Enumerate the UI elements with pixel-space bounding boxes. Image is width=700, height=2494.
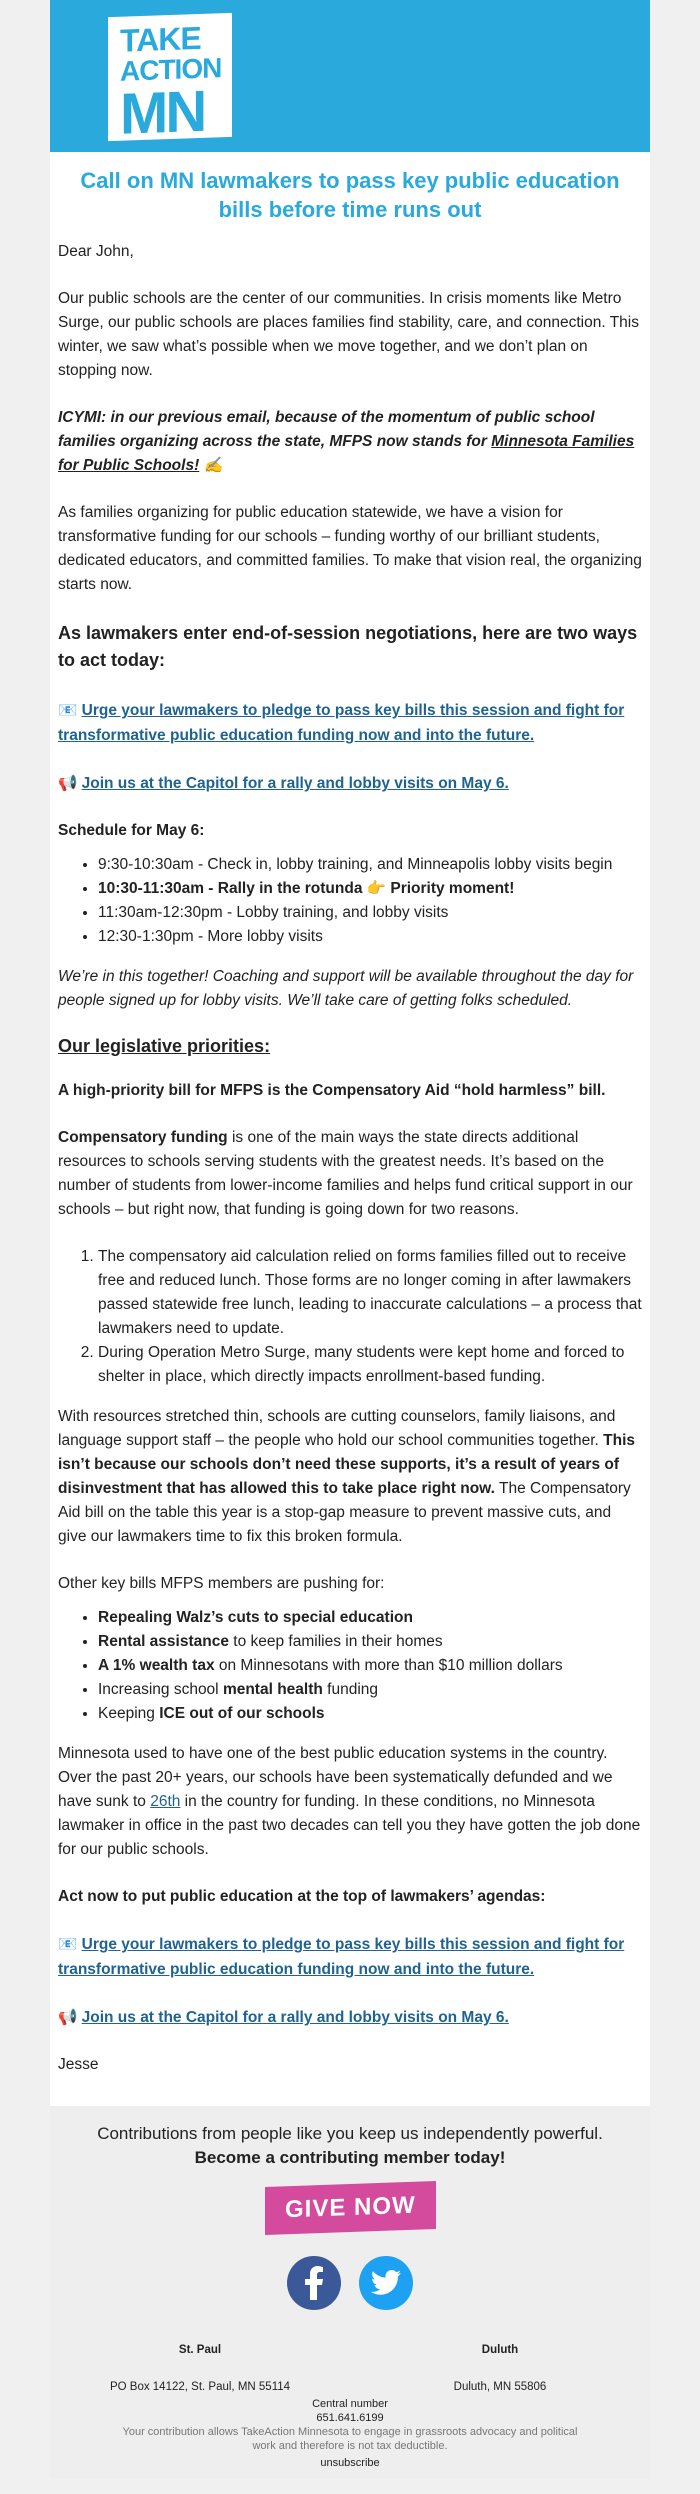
office-city: Duluth xyxy=(481,2344,519,2356)
icymi-text: ICYMI: in our previous email, because of the momentum of public school families organizing across the state, MFPS now stands for xyxy=(58,409,595,450)
central-number-label: Central number xyxy=(312,2398,388,2410)
bill-item xyxy=(98,1678,642,1702)
social-links xyxy=(50,2256,650,2310)
unsubscribe-link[interactable]: unsubscribe xyxy=(320,2457,380,2469)
office-address: PO Box 14122, St. Paul, MN 55114 xyxy=(109,2381,291,2393)
office-duluth xyxy=(370,2344,630,2393)
office-city: St. Paul xyxy=(178,2344,222,2356)
schedule-item: • 9:30-10:30am - Check in, lobby training, and Minneapolis lobby visits begin xyxy=(98,853,642,877)
action-pledge-repeat xyxy=(58,1932,642,1982)
act-now-heading: Act now to put public education at the top of lawmakers’ agendas: xyxy=(58,1888,546,1905)
twitter-icon[interactable] xyxy=(359,2256,413,2310)
pledge-link[interactable]: Urge your lawmakers to pledge to pass key bills this session and fight for transformative public education funding now and into the future. xyxy=(58,702,625,744)
ranking-link[interactable]: 26th xyxy=(150,1793,181,1810)
central-number: 651.641.6199 xyxy=(316,2412,384,2424)
office-st-paul xyxy=(70,2344,330,2393)
takeaction-mn-logo[interactable] xyxy=(108,13,232,147)
hold-harmless-heading: A high-priority bill for MFPS is the Compensatory Aid “hold harmless” bill. xyxy=(58,1082,606,1099)
stretched-text-a: With resources stretched thin, schools are cutting counselors, family liaisons, and language support staff – the people who hold our school communities together. xyxy=(58,1408,616,1449)
writing-hand-icon: ✍️ xyxy=(203,457,223,474)
bill-pre: Increasing school xyxy=(98,1681,223,1698)
schedule-item: • 11:30am-12:30pm - Lobby training, and lobby visits xyxy=(98,901,642,925)
action-rally xyxy=(58,771,642,796)
stretched-paragraph xyxy=(58,1405,642,1549)
bill-bold: ICE out of our schools xyxy=(159,1705,325,1722)
email-header xyxy=(50,0,650,152)
action-pledge xyxy=(58,698,642,748)
email-container xyxy=(50,0,650,2479)
reason-item: 2. During Operation Metro Surge, many students were kept home and forced to shelter in place, which directly impacts enrollment-based funding. xyxy=(98,1341,642,1389)
office-address: Duluth, MN 55806 xyxy=(453,2381,547,2393)
compensatory-text: is one of the main ways the state directs additional resources to schools serving students with the greatest needs. It’s based on the number of students from lower-income families and helps fund critical support in our schools – but right now, that funding is going down for two reasons. xyxy=(58,1129,633,1218)
envelope-icon: 📧 xyxy=(58,1936,78,1953)
email-body xyxy=(50,152,650,2106)
megaphone-icon: 📢 xyxy=(58,775,78,792)
minnesota-text-a: Minnesota used to have one of the best public education systems in the country. Over the past 20+ years, our schools have been systematically defunded and we have sunk to xyxy=(58,1745,613,1810)
bill-post: to keep families in their homes xyxy=(228,1633,443,1650)
email-footer xyxy=(50,2106,650,2479)
intro-paragraph: Our public schools are the center of our communities. In crisis moments like Metro Surge, our public schools are places families find stability, care, and connection. This winter, we saw what’s possible when we move together, and we don’t plan on stopping now. xyxy=(58,290,639,379)
logo-line-1: TAKE xyxy=(120,19,201,59)
schedule-item: • 12:30-1:30pm - More lobby visits xyxy=(98,925,642,949)
stretched-text-c: The Compensatory Aid bill on the table this year is a stop-gap measure to prevent massive cuts, and give our lawmakers time to fix this broken formula. xyxy=(58,1480,631,1545)
bill-item xyxy=(98,1630,642,1654)
bill-post: funding xyxy=(322,1681,379,1698)
bill-pre: Keeping xyxy=(98,1705,160,1722)
reason-item: 1. The compensatory aid calculation relied on forms families filled out to receive free and reduced lunch. Those forms are no longer coming in after lawmakers passed statewide free lunch, leading to inaccurate calculations – a process that lawmakers need to update. xyxy=(98,1245,642,1341)
disclaimer: Your contribution allows TakeAction Minnesota to engage in grassroots advocacy and political work and therefore is not tax deductible. xyxy=(122,2426,578,2452)
logo-line-2: ACTION xyxy=(120,52,222,87)
footer-member-cta: Become a contributing member today! xyxy=(194,2148,506,2167)
office-addresses xyxy=(50,2344,650,2393)
schedule-list xyxy=(58,853,642,949)
email-title: Call on MN lawmakers to pass key public education bills before time runs out xyxy=(80,168,620,222)
stretched-bold: This isn’t because our schools don’t need these supports, it’s a result of years of disinvestment that has allowed this to take place right now. xyxy=(58,1432,636,1497)
pledge-link-repeat[interactable]: Urge your lawmakers to pledge to pass key bills this session and fight for transformative public education funding now and into the future. xyxy=(58,1936,625,1978)
bill-post: on Minnesotans with more than $10 million dollars xyxy=(214,1657,563,1674)
footer-contribution-text: Contributions from people like you keep us independently powerful. xyxy=(97,2124,603,2143)
schedule-item: • 10:30-11:30am - Rally in the rotunda 👉 Priority moment! xyxy=(98,877,642,901)
bill-bold: mental health xyxy=(222,1681,323,1698)
action-rally-repeat xyxy=(58,2005,642,2030)
other-bills-heading: Other key bills MFPS members are pushing for: xyxy=(58,1575,385,1592)
bills-list xyxy=(58,1606,642,1726)
envelope-icon: 📧 xyxy=(58,702,78,719)
vision-paragraph: As families organizing for public education statewide, we have a vision for transformative funding for our schools – funding worthy of our brilliant students, dedicated educators, and committed families. To make that vision real, the organizing starts now. xyxy=(58,504,642,593)
signoff: Jesse xyxy=(58,2056,99,2073)
rally-link[interactable]: Join us at the Capitol for a rally and lobby visits on May 6. xyxy=(81,775,509,792)
schedule-title: Schedule for May 6: xyxy=(58,822,205,839)
compensatory-paragraph xyxy=(58,1126,642,1222)
together-paragraph: We’re in this together! Coaching and support will be available throughout the day for people signed up for lobby visits. We’ll take care of getting folks scheduled. xyxy=(58,968,634,1009)
logo-line-3: MN xyxy=(120,78,205,147)
bill-item xyxy=(98,1606,642,1630)
greeting: Dear John, xyxy=(58,243,134,260)
bill-bold: A 1% wealth tax xyxy=(98,1657,215,1674)
facebook-icon[interactable] xyxy=(287,2256,341,2310)
bill-bold: Rental assistance xyxy=(98,1633,229,1650)
rally-link-repeat[interactable]: Join us at the Capitol for a rally and lobby visits on May 6. xyxy=(81,2009,509,2026)
priorities-heading: Our legislative priorities: xyxy=(58,1036,271,1056)
bill-bold: Repealing Walz’s cuts to special education xyxy=(98,1609,413,1626)
compensatory-bold: Compensatory funding xyxy=(58,1129,228,1146)
icymi-paragraph xyxy=(58,406,642,478)
reasons-list xyxy=(58,1245,642,1389)
two-ways-heading: As lawmakers enter end-of-session negotiations, here are two ways to act today: xyxy=(58,623,638,670)
minnesota-text-b: in the country for funding. In these conditions, no Minnesota lawmaker in office in the past two decades can tell you they have gotten the job done for our public schools. xyxy=(58,1793,641,1858)
mfps-name-link[interactable]: Minnesota Families for Public Schools! xyxy=(58,433,635,474)
give-now-button[interactable]: GIVE NOW xyxy=(265,2181,436,2235)
bill-item xyxy=(98,1654,642,1678)
bill-item xyxy=(98,1702,642,1726)
minnesota-paragraph xyxy=(58,1742,642,1862)
megaphone-icon: 📢 xyxy=(58,2009,78,2026)
